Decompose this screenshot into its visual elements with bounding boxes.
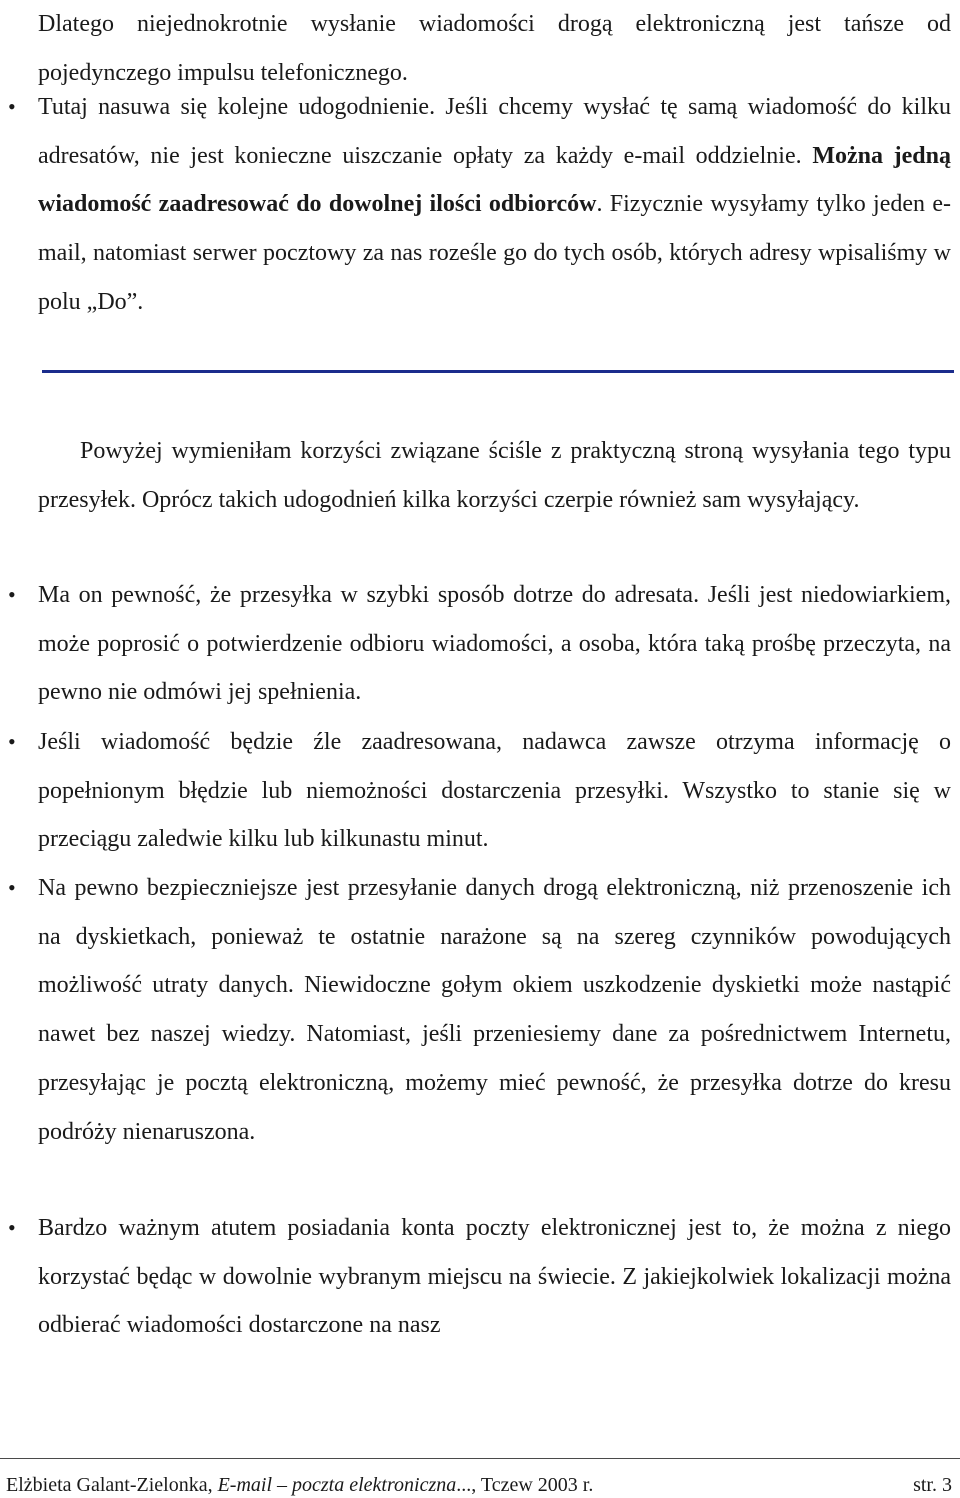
bullet-item-data-safety (38, 864, 951, 1156)
bullet-item-any-location (38, 1204, 951, 1350)
page-number-prefix: str. (913, 1474, 942, 1496)
bullet-item-multiple-recipients (38, 83, 951, 327)
footer-divider (0, 1458, 960, 1459)
bullet-item-wrong-address (38, 718, 951, 864)
paragraph-intro (38, 427, 951, 524)
footer-place-year: ..., Tczew 2003 r. (456, 1474, 594, 1496)
footer-title: E-mail – poczta elektroniczna (217, 1474, 457, 1496)
page-number-value: 3 (942, 1474, 952, 1496)
section-divider (42, 370, 954, 373)
bullet-text: Tutaj nasuwa się kolejne udogodnienie. Jeśli chcemy wysłać tę samą wiadomość do kilku adresatów, nie jest konieczne uiszczanie opłaty za każdy e-mail oddzielnie. (38, 94, 951, 169)
bullet-text: Ma on pewność, że przesyłka w szybki sposób dotrze do adresata. Jeśli jest niedowiarkiem, może poprosić o potwierdzenie odbioru wiadomości, a osoba, która taką prośbę przeczyta, na pewno nie odmówi jej spełnienia. (38, 582, 951, 706)
paragraph-text: Dlatego niejednokrotnie wysłanie wiadomości drogą elektroniczną jest tańsze od pojedynczego impulsu telefonicznego. (38, 11, 951, 86)
bullet-bold-text: Można jedną wiadomość zaadresować do dowolnej ilości odbiorców (38, 142, 952, 218)
bullet-item-delivery-confirmation (38, 571, 951, 717)
bullet-icon: • (8, 729, 16, 754)
bullet-text: Na pewno bezpieczniejsze jest przesyłanie danych drogą elektroniczną, niż przenoszenie ich na dyskietkach, ponieważ te ostatnie narażone są na szereg czynników powodujących możliwość utraty danych. Niewidoczne gołym okiem uszkodzenie dyskietki może nastąpić nawet bez naszej wiedzy. Natomiast, jeśli przeniesiemy dane za pośrednictwem Internetu, przesyłając je pocztą elektroniczną, możemy mieć pewność, że przesyłka dotrze do kresu podróży nienaruszona. (38, 875, 951, 1145)
bullet-icon: • (8, 1215, 16, 1240)
paragraph-text: Powyżej wymieniłam korzyści związane ściśle z praktyczną stroną wysyłania tego typu przesyłek. Oprócz takich udogodnień kilka korzyści czerpie również sam wysyłający. (38, 438, 951, 513)
bullet-text: Bardzo ważnym atutem posiadania konta poczty elektronicznej jest to, że można z niego korzystać będąc w dowolnie wybranym miejscu na świecie. Z jakiejkolwiek lokalizacji można odbierać wiadomości dostarczone na nasz (38, 1215, 951, 1339)
bullet-icon: • (8, 94, 16, 119)
bullet-text: . Fizycznie wysyłamy tylko jeden e-mail, natomiast serwer pocztowy za nas roześle go do tych osób, których adresy wpisaliśmy w polu „Do”. (38, 191, 952, 315)
footer-author: Elżbieta Galant-Zielonka, (6, 1474, 218, 1496)
bullet-icon: • (8, 875, 16, 900)
footer-citation (6, 1472, 593, 1498)
page-number (913, 1472, 952, 1498)
bullet-text: Jeśli wiadomość będzie źle zaadresowana, nadawca zawsze otrzyma informację o popełnionym błędzie lub niemożności dostarczenia przesyłki. Wszystko to stanie się w przeciągu zaledwie kilku lub kilkunastu minut. (38, 729, 951, 853)
bullet-icon: • (8, 582, 16, 607)
